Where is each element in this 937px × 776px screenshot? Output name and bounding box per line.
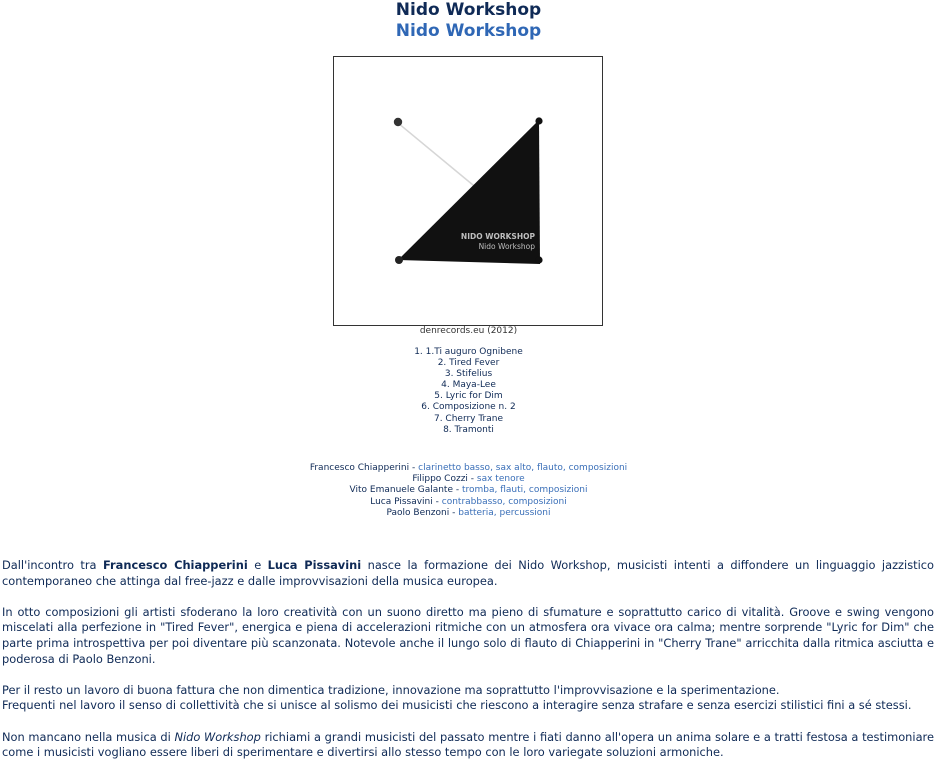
- page-header: [0, 0, 937, 42]
- review-text: Dall'incontro tra: [2, 558, 103, 572]
- artist-title: Nido Workshop: [395, 0, 542, 20]
- track-item: 6. Composizione n. 2: [421, 402, 516, 413]
- musician-name: Vito Emanuele Galante: [349, 485, 453, 496]
- musician-instruments: tromba, flauti, composizioni: [461, 485, 588, 496]
- track-item: 3. Stifelius: [444, 369, 493, 380]
- musician-instruments: batteria, percussioni: [458, 507, 551, 518]
- separator: -: [432, 496, 442, 507]
- review-paragraph: [2, 558, 934, 589]
- lineup-row: [0, 497, 937, 508]
- cover-dot-bottom-left: [395, 256, 403, 264]
- lineup-row: [0, 508, 937, 519]
- separator: -: [453, 485, 462, 496]
- separator: -: [467, 474, 477, 485]
- cover-dot-bottom-right: [535, 256, 542, 263]
- cover-dot-top-left: [394, 118, 402, 126]
- lineup: [0, 463, 937, 519]
- track-item: 4. Maya-Lee: [441, 380, 496, 391]
- musician-name: Luca Pissavini: [370, 496, 433, 507]
- tracklist: [0, 347, 937, 436]
- album-cover: [333, 56, 603, 326]
- album-cover-art: [334, 57, 602, 325]
- review-text: Per il resto un lavoro di buona fattura che non dimentica tradizione, innovazione ma soprattutto l'improvvisazione e la sperimentazione.: [2, 682, 780, 697]
- review-text: e: [247, 558, 268, 572]
- musician-instruments: contrabbasso, composizioni: [441, 496, 567, 507]
- review-body: [2, 558, 934, 776]
- review-text: nasce la formazione dei Nido Workshop, musicisti intenti a diffondere un linguaggio jazzistico contemporaneo che attinga dal free-jazz e dalle improvvisazioni della musica europea.: [2, 558, 934, 588]
- musician-name: Filippo Cozzi: [412, 474, 468, 485]
- track-item: 7. Cherry Trane: [433, 413, 504, 424]
- review-italic-name: Nido Workshop: [174, 729, 261, 744]
- review-paragraph: [2, 683, 934, 714]
- track-item: 5. Lyric for Dim: [434, 391, 503, 402]
- review-name-highlight: Francesco Chiapperini: [102, 558, 248, 572]
- musician-instruments: clarinetto basso, sax alto, flauto, composizioni: [418, 463, 628, 473]
- cover-album-text: Nido Workshop: [478, 242, 535, 251]
- review-paragraph: In otto composizioni gli artisti sfoderano la loro creatività con un suono diretto ma pieno di sfumature e soprattutto carico di vitalità. Groove e swing vengono miscelati alla perfezione in "Tired Fever", energica e piena di accelerazioni ritmiche con un atmosfera ora vivace ora calma; mentre sorprende "Lyric for Dim" che parte prima introspettiva per poi diventare più scanzonata. Notevole anche il lungo solo di flauto di Chiapperini in "Cherry Trane" arricchita dalla ritmica asciutta e poderosa di Paolo Benzoni.: [2, 604, 934, 666]
- cover-dot-top-right: [535, 117, 542, 124]
- track-item: 1. 1.Ti auguro Ognibene: [414, 347, 523, 357]
- lineup-row: [0, 463, 937, 474]
- label-and-year: denrecords.eu (2012): [419, 326, 518, 336]
- separator: -: [449, 507, 459, 518]
- cover-band-text: NIDO WORKSHOP: [460, 232, 535, 241]
- musician-name: Paolo Benzoni: [386, 507, 450, 518]
- musician-instruments: sax tenore: [476, 474, 525, 485]
- review-paragraph: [2, 730, 934, 761]
- lineup-row: [0, 474, 937, 485]
- musician-name: Francesco Chiapperini: [309, 463, 410, 473]
- album-title: Nido Workshop: [395, 21, 542, 41]
- review-name-highlight: Luca Pissavini: [267, 558, 362, 572]
- separator: -: [409, 463, 419, 473]
- review-text: Non mancano nella musica di: [2, 729, 175, 744]
- lineup-row: [0, 485, 937, 496]
- review-text: Frequenti nel lavoro il senso di collettività che si unisce al solismo dei musicisti che riescono a interagire senza strafare e senza esercizi stilistici fini a sé stessi.: [2, 698, 912, 713]
- review-text: richiami a grandi musicisti del passato mentre i fiati danno all'opera un anima solare e a tratti festosa a testimoniare come i musicisti vogliano essere liberi di sperimentare e divertirsi allo stesso tempo con le loro variegate soluzioni armoniche.: [2, 729, 934, 760]
- track-item: 8. Tramonti: [443, 424, 494, 435]
- track-item: 2. Tired Fever: [437, 358, 500, 369]
